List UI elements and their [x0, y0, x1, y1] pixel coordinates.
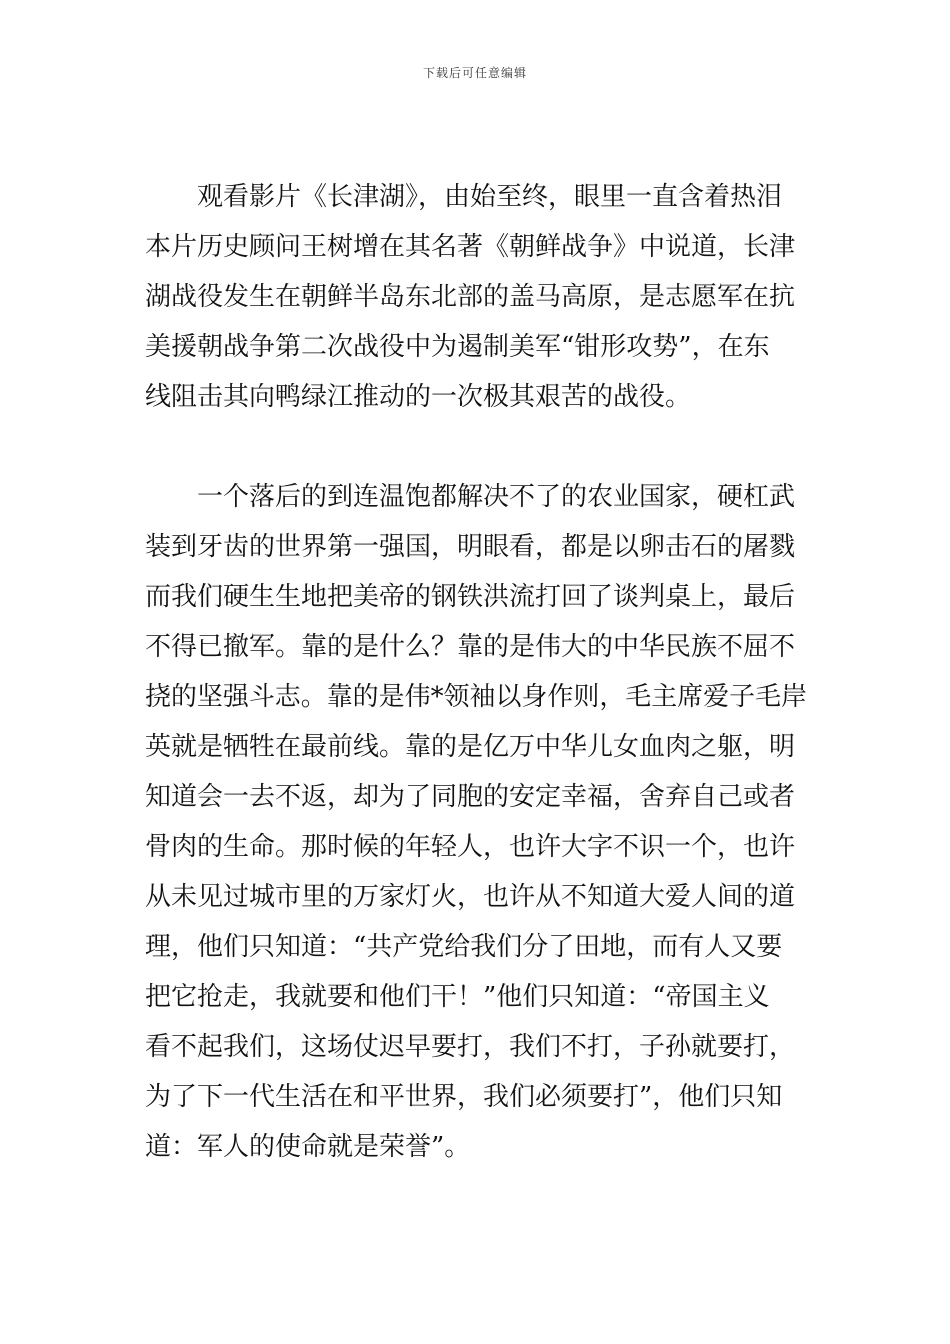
- paragraph-2-line-5: 挠的坚强斗志。靠的是伟*领袖以身作则，毛主席爱子毛岸: [145, 682, 808, 712]
- paragraph-2-line-9: 从未见过城市里的万家灯火，也许从不知道大爱人间的道: [145, 882, 796, 912]
- paragraph-2-line-14: 道：军人的使命就是荣誉”。: [145, 1132, 471, 1162]
- paragraph-2-line-3: 而我们硬生生地把美帝的钢铁洪流打回了谈判桌上，最后: [145, 582, 796, 612]
- paragraph-2-line-2: 装到牙齿的世界第一强国，明眼看，都是以卵击石的屠戮: [145, 532, 796, 562]
- paragraph-2-line-11: 把它抢走，我就要和他们干！”他们只知道：“帝国主义: [145, 982, 770, 1012]
- paragraph-1-line-4: 美援朝战争第二次战役中为遏制美军“钳形攻势”，在东: [145, 332, 770, 362]
- paragraph-1-line-2: 本片历史顾问王树增在其名著《朝鲜战争》中说道，长津: [145, 232, 796, 262]
- paragraph-2-line-8: 骨肉的生命。那时候的年轻人，也许大字不识一个，也许: [145, 832, 796, 862]
- page-header-note: 下载后可任意编辑: [422, 66, 527, 80]
- paragraph-2-line-10: 理，他们只知道：“共产党给我们分了田地，而有人又要: [145, 932, 783, 962]
- paragraph-2-line-7: 知道会一去不返，却为了同胞的安定幸福，舍弃自己或者: [145, 782, 796, 812]
- paragraph-1-line-3: 湖战役发生在朝鲜半岛东北部的盖马高原，是志愿军在抗: [145, 282, 796, 312]
- paragraph-2-line-12: 看不起我们，这场仗迟早要打，我们不打，子孙就要打，: [145, 1032, 796, 1062]
- paragraph-2-line-1: 一个落后的到连温饱都解决不了的农业国家，硬杠武: [197, 482, 796, 512]
- paragraph-2-line-4: 不得已撤军。靠的是什么？靠的是伟大的中华民族不屈不: [145, 632, 796, 662]
- paragraph-2-line-6: 英就是牺牲在最前线。靠的是亿万中华儿女血肉之躯，明: [145, 732, 796, 762]
- paragraph-1-line-5: 线阻击其向鸭绿江推动的一次极其艰苦的战役。: [145, 382, 692, 412]
- paragraph-1-line-1: 观看影片《长津湖》，由始至终，眼里一直含着热泪: [197, 182, 783, 212]
- paragraph-2-line-13: 为了下一代生活在和平世界，我们必须要打”，他们只知: [145, 1082, 783, 1112]
